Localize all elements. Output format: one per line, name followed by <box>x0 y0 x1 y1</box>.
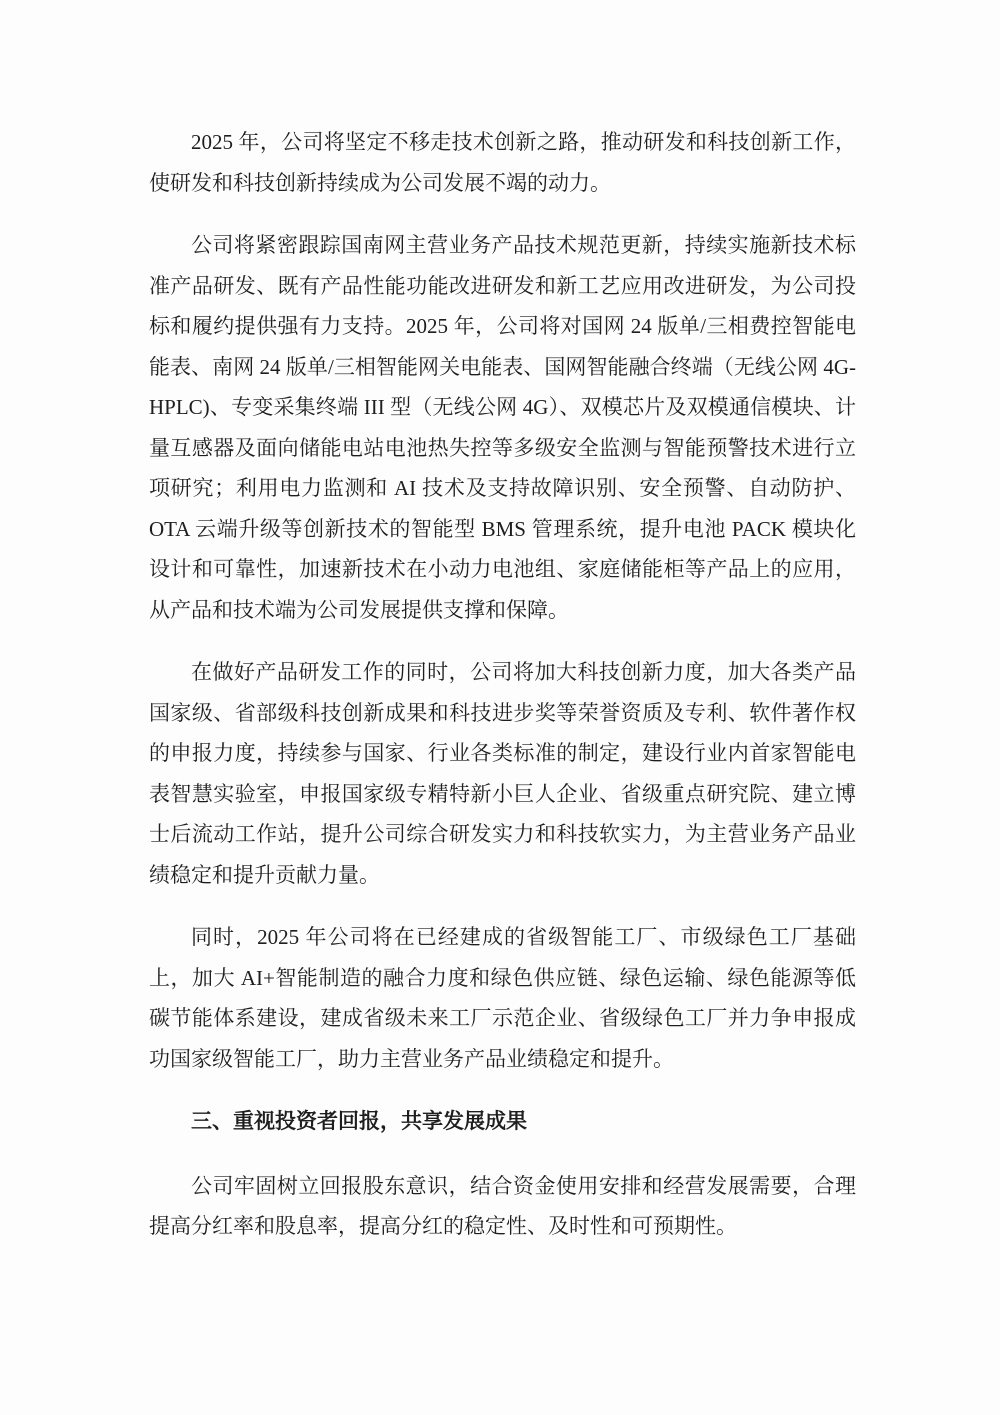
paragraph: 公司牢固树立回报股东意识，结合资金使用安排和经营发展需要，合理提高分红率和股息率，提高分红的稳定性、及时性和可预期性。 <box>149 1173 856 1238</box>
paragraph: 在做好产品研发工作的同时，公司将加大科技创新力度，加大各类产品国家级、省部级科技创新成果和科技进步奖等荣誉资质及专利、软件著作权的申报力度，持续参与国家、行业各类标准的制定，建设行业内首家智能电表智慧实验室，申报国家级专精特新小巨人企业、省级重点研究院、建立博士后流动工作站，提升公司综合研发实力和科技软实力，为主营业务产品业绩稳定和提升贡献力量。 <box>149 660 856 887</box>
paragraph: 同时，2025 年公司将在已经建成的省级智能工厂、市级绿色工厂基础上，加大 AI+智能制造的融合力度和绿色供应链、绿色运输、绿色能源等低碳节能体系建设，建成省级未来工厂示范企业、省级绿色工厂并力争申报成功国家级智能工厂，助力主营业务产品业绩稳定和提升。 <box>149 925 856 1071</box>
section-heading: 三、重视投资者回报，共享发展成果 <box>191 1109 527 1133</box>
paragraph: 公司将紧密跟踪国南网主营业务产品技术规范更新，持续实施新技术标准产品研发、既有产品性能功能改进研发和新工艺应用改进研发，为公司投标和履约提供强有力支持。2025 年，公司将对国网 24 版单/三相费控智能电能表、南网 24 版单/三相智能网关电能表、国网智能融合终端（无线公网 4G-HPLC)、专变采集终端 III 型（无线公网 4G）、双模芯片及双模通信模块、计量互感器及面向储能电站电池热失控等多级安全监测与智能预警技术进行立项研究；利用电力监测和 AI 技术及支持故障识别、安全预警、自动防护、OTA 云端升级等创新技术的智能型 BMS 管理系统，提升电池 PACK 模块化设计和可靠性，加速新技术在小动力电池组、家庭储能柜等产品上的应用，从产品和技术端为公司发展提供支撑和保障。 <box>149 233 856 622</box>
document-content <box>149 122 856 1269</box>
paragraph: 2025 年，公司将坚定不移走技术创新之路，推动研发和科技创新工作，使研发和科技创新持续成为公司发展不竭的动力。 <box>149 130 856 195</box>
